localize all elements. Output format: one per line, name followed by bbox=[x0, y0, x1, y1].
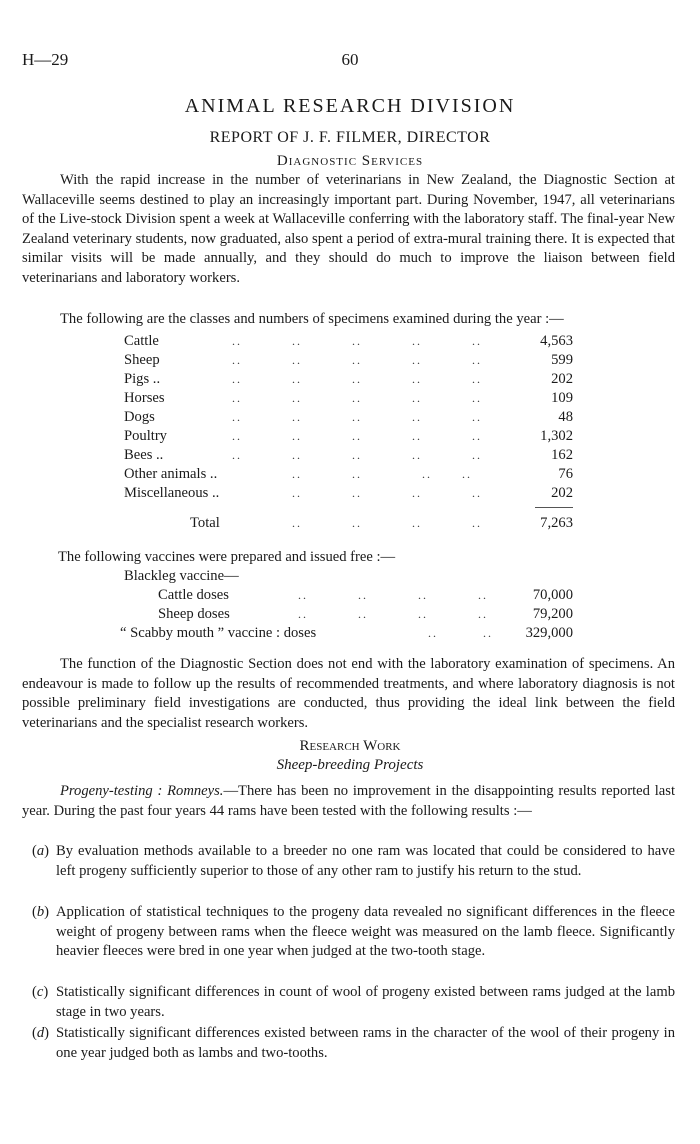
result-item bbox=[32, 903, 675, 962]
specimen-count: 162 bbox=[551, 447, 573, 463]
specimen-label: Miscellaneous .. bbox=[124, 485, 220, 501]
specimen-label: Other animals .. bbox=[124, 466, 218, 482]
result-item bbox=[32, 1024, 675, 1063]
specimen-label: Bees .. bbox=[124, 447, 164, 463]
leader-dots: .. .. .. .. .. bbox=[232, 372, 482, 386]
leader-dots: .. .. .. .. bbox=[298, 588, 488, 602]
vaccine-group-label: Blackleg vaccine— bbox=[124, 568, 239, 584]
research-heading: Research Work bbox=[299, 738, 401, 754]
specimen-count: 202 bbox=[551, 371, 573, 387]
specimens-intro: The following are the classes and numbers of specimens examined during the year :— bbox=[60, 311, 564, 327]
function-paragraph: The function of the Diagnostic Section does not end with the laboratory examination of specimens. An endeavour is made to follow up the results of recommended treatments, and where laboratory diagnosis is not possible preliminary field investigations are conducted, thus providing the ideal link between the field veterinarians and the specialist research workers. bbox=[22, 656, 675, 731]
specimen-label: Cattle bbox=[124, 333, 159, 349]
specimen-count: 599 bbox=[551, 352, 573, 368]
specimen-count: 76 bbox=[558, 466, 573, 482]
vaccine-doses: 329,000 bbox=[525, 625, 573, 641]
vaccine-label: “ Scabby mouth ” vaccine : doses bbox=[120, 625, 317, 641]
result-text: By evaluation methods available to a breeder no one ram was located that could be considered to have left progeny sufficiently superior to those of any other ram to justify his return to the stud. bbox=[56, 843, 675, 879]
total-rule bbox=[535, 507, 573, 508]
section-heading: Diagnostic Services bbox=[276, 153, 424, 169]
specimen-count: 1,302 bbox=[540, 428, 573, 444]
specimen-count: 202 bbox=[551, 485, 573, 501]
division-title: ANIMAL RESEARCH DIVISION bbox=[184, 95, 516, 117]
leader-dots: .. .. .. .. .. bbox=[232, 334, 482, 348]
leader-dots: .. .. .. .. bbox=[232, 516, 482, 530]
intro-paragraph: With the rapid increase in the number of veterinarians in New Zealand, the Diagnostic Section at Wallaceville seems destined to play an increasingly important part. During November, 1947, all veterinarians of the Live-stock Division spent a week at Wallaceville conferring with the laboratory staff. The final-year New Zealand veterinary students, now graduated, also spent a period of extra-mural training there. It is expected that similar visits will be made annually, and they should do much to improve the liaison between field veterinarians and laboratory workers. bbox=[22, 172, 675, 286]
specimen-label: Pigs .. bbox=[124, 371, 161, 387]
result-mark: (b) bbox=[32, 904, 50, 920]
progeny-text: —There has been no improvement in the disappointing results reported last year. During the past four years 44 rams have been tested with the following results :— bbox=[22, 783, 675, 819]
specimen-label: Dogs bbox=[124, 409, 155, 425]
specimen-label: Horses bbox=[124, 390, 165, 406]
total-count: 7,263 bbox=[540, 515, 573, 531]
leader-dots: .. .. .. .. bbox=[232, 467, 472, 481]
result-item bbox=[32, 983, 675, 1022]
vaccine-doses: 70,000 bbox=[532, 587, 573, 603]
progeny-lead: Progeny-testing : Romneys. bbox=[60, 783, 224, 799]
vaccines-intro: The following vaccines were prepared and issued free :— bbox=[58, 549, 396, 565]
result-text: Statistically significant differences in count of wool of progeny existed between rams judged at the lamb stage in two years. bbox=[56, 984, 675, 1020]
specimen-count: 109 bbox=[551, 390, 573, 406]
result-text: Statistically significant differences existed between rams in the character of the wool of their progeny in one year judged both as lambs and two-tooths. bbox=[56, 1025, 675, 1061]
specimen-count: 48 bbox=[558, 409, 573, 425]
leader-dots: .. .. .. .. .. bbox=[232, 448, 482, 462]
leader-dots: .. .. .. .. .. bbox=[232, 391, 482, 405]
leader-dots: .. .. .. .. bbox=[298, 607, 488, 621]
specimen-label: Sheep bbox=[124, 352, 160, 368]
leader-dots: .. .. .. .. bbox=[232, 486, 482, 500]
report-subtitle: REPORT OF J. F. FILMER, DIRECTOR bbox=[209, 129, 491, 146]
total-label: Total bbox=[190, 515, 220, 531]
vaccine-label: Cattle doses bbox=[158, 587, 229, 603]
leader-dots: .. .. bbox=[428, 626, 493, 640]
result-mark: (c) bbox=[32, 984, 49, 1000]
result-mark: (d) bbox=[32, 1025, 50, 1041]
leader-dots: .. .. .. .. .. bbox=[232, 353, 482, 367]
specimen-label: Poultry bbox=[124, 428, 167, 444]
leader-dots: .. .. .. .. .. bbox=[232, 410, 482, 424]
vaccine-doses: 79,200 bbox=[532, 606, 573, 622]
document-code: H—29 bbox=[22, 50, 69, 69]
research-subheading: Sheep-breeding Projects bbox=[276, 757, 424, 773]
leader-dots: .. .. .. .. .. bbox=[232, 429, 482, 443]
result-text: Application of statistical techniques to the progeny data revealed no significant differences in the fleece weight of progeny between rams when the fleece weight was measured on the lamb fleece. Significantly heavier fleeces were bred in one year when judged at the two-tooth stage. bbox=[56, 904, 675, 959]
specimen-count: 4,563 bbox=[540, 333, 573, 349]
page-number: 60 bbox=[341, 50, 359, 69]
result-item bbox=[32, 842, 675, 881]
result-mark: (a) bbox=[32, 843, 50, 859]
progeny-paragraph bbox=[22, 782, 675, 821]
vaccine-label: Sheep doses bbox=[158, 606, 230, 622]
